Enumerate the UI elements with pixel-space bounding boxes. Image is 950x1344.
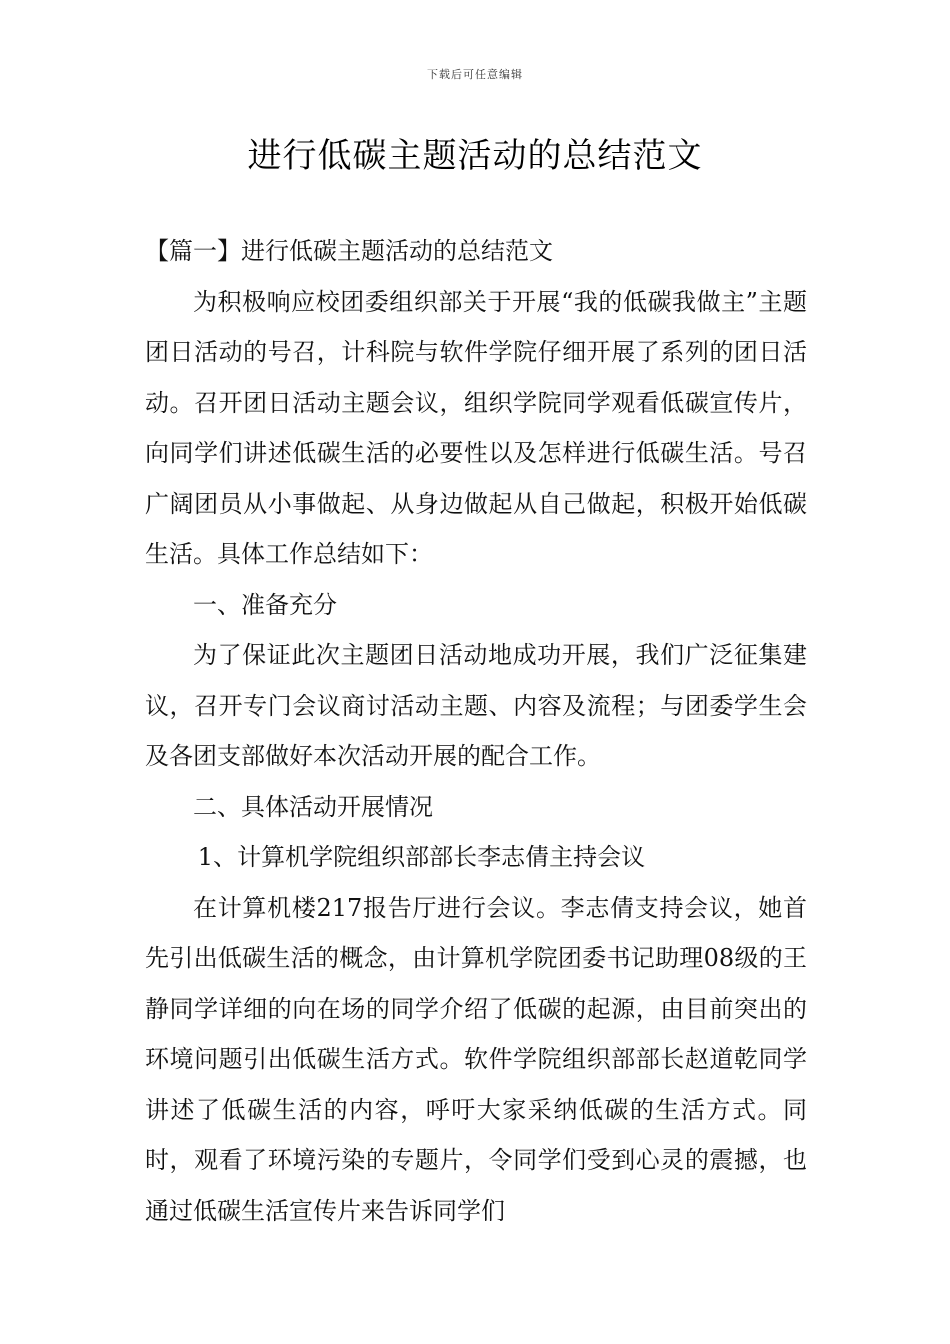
document-title: 进行低碳主题活动的总结范文 bbox=[247, 136, 703, 176]
section-heading-activities: 二、具体活动开展情况 bbox=[193, 792, 433, 821]
document-body bbox=[145, 226, 807, 1236]
meeting-paragraph: 在计算机楼217报告厅进行会议。李志倩支持会议，她首先引出低碳生活的概念，由计算机学院团委书记助理08级的王静同学详细的向在场的同学介绍了低碳的起源，由目前突出的环境问题引出低碳生活方式。软件学院组织部部长赵道乾同学讲述了低碳生活的内容，呼吁大家采纳低碳的生活方式。同时，观看了环境污染的专题片，令同学们受到心灵的震撼，也通过低碳生活宣传片来告诉同学们 bbox=[145, 893, 807, 1225]
article-subtitle: 【篇一】进行低碳主题活动的总结范文 bbox=[145, 237, 553, 265]
item-heading-meeting: 1、计算机学院组织部部长李志倩主持会议 bbox=[197, 843, 646, 871]
header-note: 下载后可任意编辑 bbox=[427, 68, 523, 81]
section-heading-preparation: 一、准备充分 bbox=[193, 590, 337, 619]
preparation-paragraph: 为了保证此次主题团日活动地成功开展，我们广泛征集建议，召开专门会议商讨活动主题、内容及流程；与团委学生会及各团支部做好本次活动开展的配合工作。 bbox=[145, 641, 807, 770]
intro-paragraph: 为积极响应校团委组织部关于开展“我的低碳我做主”主题团日活动的号召，计科院与软件学院仔细开展了系列的团日活动。召开团日活动主题会议，组织学院同学观看低碳宣传片，向同学们讲述低碳生活的必要性以及怎样进行低碳生活。号召广阔团员从小事做起、从身边做起从自己做起，积极开始低碳生活。具体工作总结如下： bbox=[145, 287, 807, 568]
